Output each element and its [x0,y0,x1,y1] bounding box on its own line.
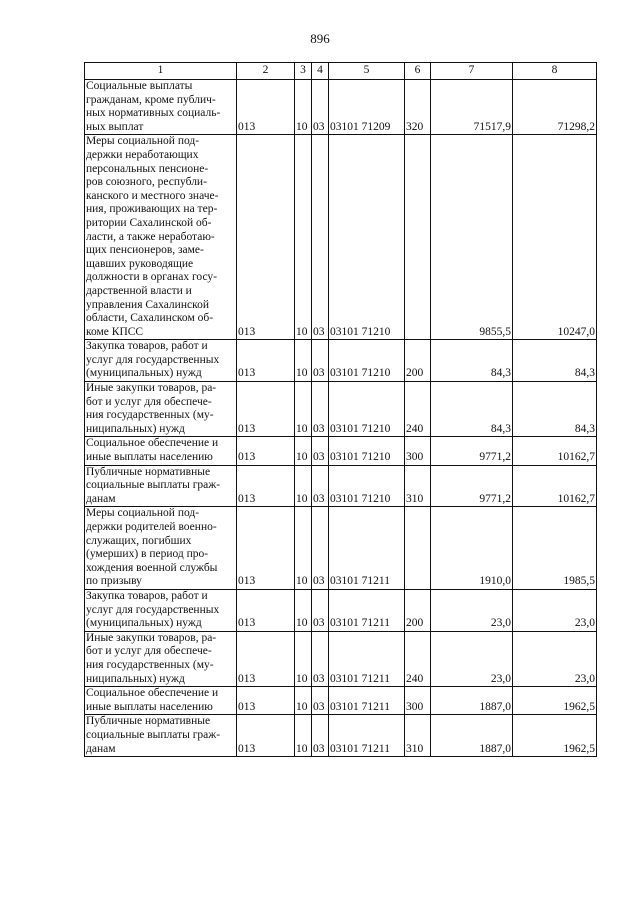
section-cell: 10 [295,437,312,465]
item-name-line: Закупка товаров, работ и [86,340,208,353]
item-name-line: Иные закупки товаров, ра- [86,631,217,644]
table-row [85,715,597,757]
expense-type-cell: 320 [405,80,431,135]
amount-year1-cell: 84,3 [431,340,513,382]
item-name-line: Социальное обеспечение и [86,437,219,450]
subsection-cell: 03 [312,589,329,631]
item-name-line: услуг для государственных [86,353,220,366]
amount-year1-cell: 9771,2 [431,437,513,465]
item-name-line: Меры социальной под- [86,507,200,520]
table-row [85,437,597,465]
item-name-line: Иные закупки товаров, ра- [86,382,217,395]
amount-year1-cell: 23,0 [431,589,513,631]
column-header: 2 [237,63,295,80]
amount-year1-cell: 1887,0 [431,687,513,715]
budget-table [84,62,597,757]
item-name-line: Социальные выплаты [86,80,193,92]
expense-type-cell: 240 [405,382,431,437]
item-name-line: иные выплаты населению [86,451,213,464]
item-name-line: дарственной власти и [86,284,192,297]
item-name-line: управления Сахалинской [86,298,209,311]
item-name-cell [85,437,237,465]
header-row [85,63,597,80]
subsection-cell: 03 [312,382,329,437]
target-article-cell: 03101 71210 [329,382,405,437]
target-article-cell: 03101 71211 [329,507,405,590]
amount-year1-cell: 1887,0 [431,715,513,757]
table-row [85,340,597,382]
expense-type-cell: 300 [405,437,431,465]
subsection-cell: 03 [312,715,329,757]
section-cell: 10 [295,715,312,757]
item-name-line: коме КПСС [86,325,144,338]
item-name-line: канского и местного значе- [86,189,219,202]
target-article-cell: 03101 71210 [329,465,405,507]
subsection-cell: 03 [312,80,329,135]
subsection-cell: 03 [312,340,329,382]
column-header: 1 [85,63,237,80]
section-cell: 10 [295,507,312,590]
item-name-line: ных нормативных социаль- [86,107,221,120]
item-name-cell [85,340,237,382]
item-name-line: бот и услуг для обеспече- [86,395,212,408]
subsection-cell: 03 [312,687,329,715]
amount-year1-cell: 84,3 [431,382,513,437]
amount-year2-cell: 10162,7 [513,465,597,507]
column-header: 7 [431,63,513,80]
amount-year2-cell: 1962,5 [513,715,597,757]
item-name-line: служащих, погибших [86,534,192,547]
table-row [85,80,597,135]
amount-year2-cell: 1985,5 [513,507,597,590]
item-name-cell [85,631,237,686]
amount-year2-cell: 1962,5 [513,687,597,715]
column-header: 3 [295,63,312,80]
amount-year2-cell: 71298,2 [513,80,597,135]
item-name-cell [85,80,237,135]
grbs-cell: 013 [237,687,295,715]
item-name-line: ния государственных (му- [86,409,214,422]
item-name-line: данам [86,492,116,505]
amount-year1-cell: 9855,5 [431,135,513,340]
grbs-cell: 013 [237,135,295,340]
item-name-line: бот и услуг для обеспече- [86,645,212,658]
expense-type-cell: 200 [405,340,431,382]
item-name-cell [85,507,237,590]
item-name-line: щавших руководящие [86,257,194,270]
item-name-line: держки неработающих [86,148,199,161]
item-name-line: Публичные нормативные [86,465,211,478]
amount-year2-cell: 10162,7 [513,437,597,465]
table-row [85,589,597,631]
item-name-cell [85,687,237,715]
expense-type-cell: 300 [405,687,431,715]
column-header: 8 [513,63,597,80]
table-row [85,507,597,590]
page-number: 896 [310,31,330,46]
target-article-cell: 03101 71211 [329,687,405,715]
amount-year2-cell: 23,0 [513,631,597,686]
table-body [85,80,597,757]
item-name-line: ров союзного, республи- [86,176,207,189]
amount-year1-cell: 23,0 [431,631,513,686]
target-article-cell: 03101 71210 [329,135,405,340]
item-name-line: (муниципальных) нужд [86,617,202,630]
item-name-cell [85,382,237,437]
grbs-cell: 013 [237,715,295,757]
target-article-cell: 03101 71210 [329,437,405,465]
item-name-line: социальные выплаты граж- [86,479,221,492]
item-name-line: ниципальных) нужд [86,422,185,435]
section-cell: 10 [295,631,312,686]
expense-type-cell: 240 [405,631,431,686]
grbs-cell: 013 [237,631,295,686]
item-name-cell [85,589,237,631]
item-name-line: ния государственных (му- [86,658,214,671]
item-name-line: Меры социальной под- [86,135,200,148]
item-name-line: гражданам, кроме публич- [86,93,216,106]
grbs-cell: 013 [237,80,295,135]
table-row [85,687,597,715]
item-name-line: данам [86,742,116,755]
amount-year1-cell: 1910,0 [431,507,513,590]
item-name-cell [85,135,237,340]
target-article-cell: 03101 71210 [329,340,405,382]
section-cell: 10 [295,340,312,382]
item-name-line: (умерших) в период про- [86,548,209,561]
amount-year2-cell: 10247,0 [513,135,597,340]
table-row [85,135,597,340]
subsection-cell: 03 [312,135,329,340]
column-header: 5 [329,63,405,80]
table-row [85,631,597,686]
item-name-line: держки родителей военно- [86,521,217,533]
column-header: 4 [312,63,329,80]
item-name-line: ритории Сахалинской об- [86,216,212,229]
item-name-line: ласти, а также неработаю- [86,230,215,243]
section-cell: 10 [295,589,312,631]
amount-year2-cell: 84,3 [513,382,597,437]
subsection-cell: 03 [312,507,329,590]
item-name-line: Социальное обеспечение и [86,687,219,700]
item-name-line: ных выплат [86,120,144,133]
item-name-cell [85,465,237,507]
expense-type-cell: 310 [405,715,431,757]
item-name-line: (муниципальных) нужд [86,367,202,380]
amount-year1-cell: 71517,9 [431,80,513,135]
grbs-cell: 013 [237,589,295,631]
amount-year2-cell: 84,3 [513,340,597,382]
column-header: 6 [405,63,431,80]
grbs-cell: 013 [237,437,295,465]
expense-type-cell: 310 [405,465,431,507]
item-name-line: персональных пенсионе- [86,162,209,175]
item-name-line: Публичные нормативные [86,715,211,728]
table-row [85,465,597,507]
item-name-line: иные выплаты населению [86,700,213,713]
expense-type-cell: 200 [405,589,431,631]
item-name-line: щих пенсионеров, заме- [86,244,204,257]
item-name-line: социальные выплаты граж- [86,728,221,741]
grbs-cell: 013 [237,507,295,590]
amount-year2-cell: 23,0 [513,589,597,631]
target-article-cell: 03101 71211 [329,631,405,686]
item-name-line: хождения военной службы [86,561,218,574]
section-cell: 10 [295,687,312,715]
expense-type-cell [405,135,431,340]
target-article-cell: 03101 71209 [329,80,405,135]
subsection-cell: 03 [312,465,329,507]
target-article-cell: 03101 71211 [329,589,405,631]
item-name-line: услуг для государственных [86,603,220,616]
grbs-cell: 013 [237,340,295,382]
item-name-line: ниципальных) нужд [86,672,185,685]
section-cell: 10 [295,135,312,340]
item-name-line: области, Сахалинском об- [86,312,214,325]
item-name-line: по призыву [86,575,142,588]
expense-type-cell [405,507,431,590]
item-name-line: ния, проживающих на тер- [86,203,218,216]
grbs-cell: 013 [237,465,295,507]
section-cell: 10 [295,465,312,507]
grbs-cell: 013 [237,382,295,437]
section-cell: 10 [295,382,312,437]
section-cell: 10 [295,80,312,135]
amount-year1-cell: 9771,2 [431,465,513,507]
subsection-cell: 03 [312,631,329,686]
subsection-cell: 03 [312,437,329,465]
item-name-line: должности в органах госу- [86,271,217,284]
item-name-line: Закупка товаров, работ и [86,589,208,602]
item-name-cell [85,715,237,757]
target-article-cell: 03101 71211 [329,715,405,757]
table-row [85,382,597,437]
